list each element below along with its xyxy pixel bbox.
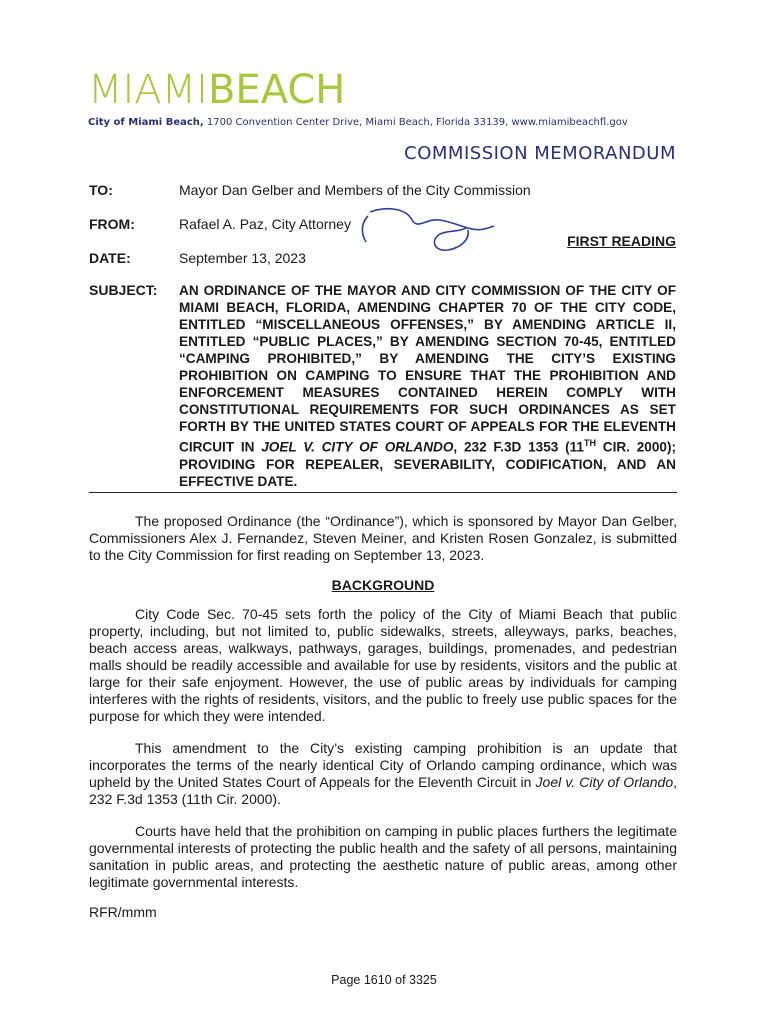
address-city: City of Miami Beach, xyxy=(88,117,204,128)
to-row xyxy=(89,182,531,198)
subject-text-a: AN ORDINANCE OF THE MAYOR AND CITY COMMISSION OF THE CITY OF MIAMI BEACH, FLORIDA, AMENDING CHAPTER 70 OF THE CITY CODE, ENTITLED “MISCELLANEOUS OFFENSES,” BY AMENDING ARTICLE II, ENTITLED “PUBLIC PLACES,” BY AMENDING SECTION 70-45, ENTITLED “CAMPING PROHIBITED,” BY AMENDING THE CITY’S EXISTING PROHIBITION ON CAMPING TO ENSURE THAT THE PROHIBITION AND ENFORCEMENT MEASURES CONTAINED HEREIN COMPLY WITH CONSTITUTIONAL REQUIREMENTS FOR SUCH ORDINANCES AS SET FORTH BY THE UNITED STATES COURT OF APPEALS FOR THE ELEVENTH CIRCUIT IN xyxy=(179,283,676,455)
subject-text-b: , 232 F.3D 1353 (11 xyxy=(453,439,584,455)
date-value: September 13, 2023 xyxy=(179,250,306,266)
subject-text xyxy=(179,282,676,490)
page-number: Page 1610 of 3325 xyxy=(331,973,437,987)
to-value: Mayor Dan Gelber and Members of the City Commission xyxy=(179,182,531,198)
first-reading-label: FIRST READING xyxy=(567,233,676,249)
bg-para2-case-name: Joel v. City of Orlando xyxy=(535,774,674,790)
address-rest: 1700 Convention Center Drive, Miami Beach, Florida 33139, www.miamibeachfl.gov xyxy=(203,117,628,128)
letterhead-address xyxy=(88,117,628,128)
date-label: DATE: xyxy=(89,250,131,266)
memo-title: COMMISSION MEMORANDUM xyxy=(404,143,676,164)
background-paragraph-1 xyxy=(89,606,677,725)
subject-case-name: JOEL V. CITY OF ORLANDO xyxy=(261,439,454,455)
intro-paragraph xyxy=(89,513,677,564)
divider-line xyxy=(89,492,677,493)
initials: RFR/mmm xyxy=(89,904,157,920)
from-row xyxy=(89,216,351,232)
date-row xyxy=(89,250,306,266)
subject-label: SUBJECT: xyxy=(89,282,158,298)
bg-para2-text-a: This amendment to the City’s existing camping prohibition is an update that incorporates the terms of the nearly identical City of Orlando camping ordinance, which was upheld by the United States Court of Appeals for the Eleventh Circuit in xyxy=(89,740,677,790)
subject-text-c: CIR. 2000); PROVIDING FOR REPEALER, SEVERABILITY, CODIFICATION, AND AN EFFECTIVE DATE. xyxy=(179,439,676,489)
from-value: Rafael A. Paz, City Attorney xyxy=(179,216,351,232)
background-heading: BACKGROUND xyxy=(331,577,435,593)
bg-para2-text-b: , 232 F.3d 1353 (11th Cir. 2000). xyxy=(89,774,678,807)
logo-miami: MIAMI xyxy=(88,67,208,113)
miami-beach-logo xyxy=(88,67,346,113)
background-paragraph-2 xyxy=(89,740,677,808)
intro-text: The proposed Ordinance (the “Ordinance”), which is sponsored by Mayor Dan Gelber, Commissioners Alex J. Fernandez, Steven Meiner, and Kristen Rosen Gonzalez, is submitted to the City Commission for first reading on September 13, 2023. xyxy=(89,513,677,563)
logo-beach: BEACH xyxy=(207,67,346,113)
bg-para1-text: City Code Sec. 70-45 sets forth the policy of the City of Miami Beach that public property, including, but not limited to, public sidewalks, streets, alleyways, parks, beaches, beach access areas, walkways, pathways, garages, buildings, promenades, and pedestrian malls should be readily accessible and available for use by residents, visitors and the public at large for their safe enjoyment. However, the use of public areas by individuals for camping interferes with the rights of residents, visitors, and the public to freely use public spaces for the purpose for which they were intended. xyxy=(89,606,677,724)
subject-superscript: TH xyxy=(584,438,596,448)
to-label: TO: xyxy=(89,182,113,198)
signature-mark xyxy=(356,202,506,258)
from-label: FROM: xyxy=(89,216,135,232)
background-paragraph-3 xyxy=(89,823,677,891)
bg-para3-text: Courts have held that the prohibition on camping in public places furthers the legitimate governmental interests of protecting the public health and the safety of all persons, maintaining sanitation in public areas, and protecting the aesthetic nature of public areas, among other legitimate governmental interests. xyxy=(89,823,677,890)
